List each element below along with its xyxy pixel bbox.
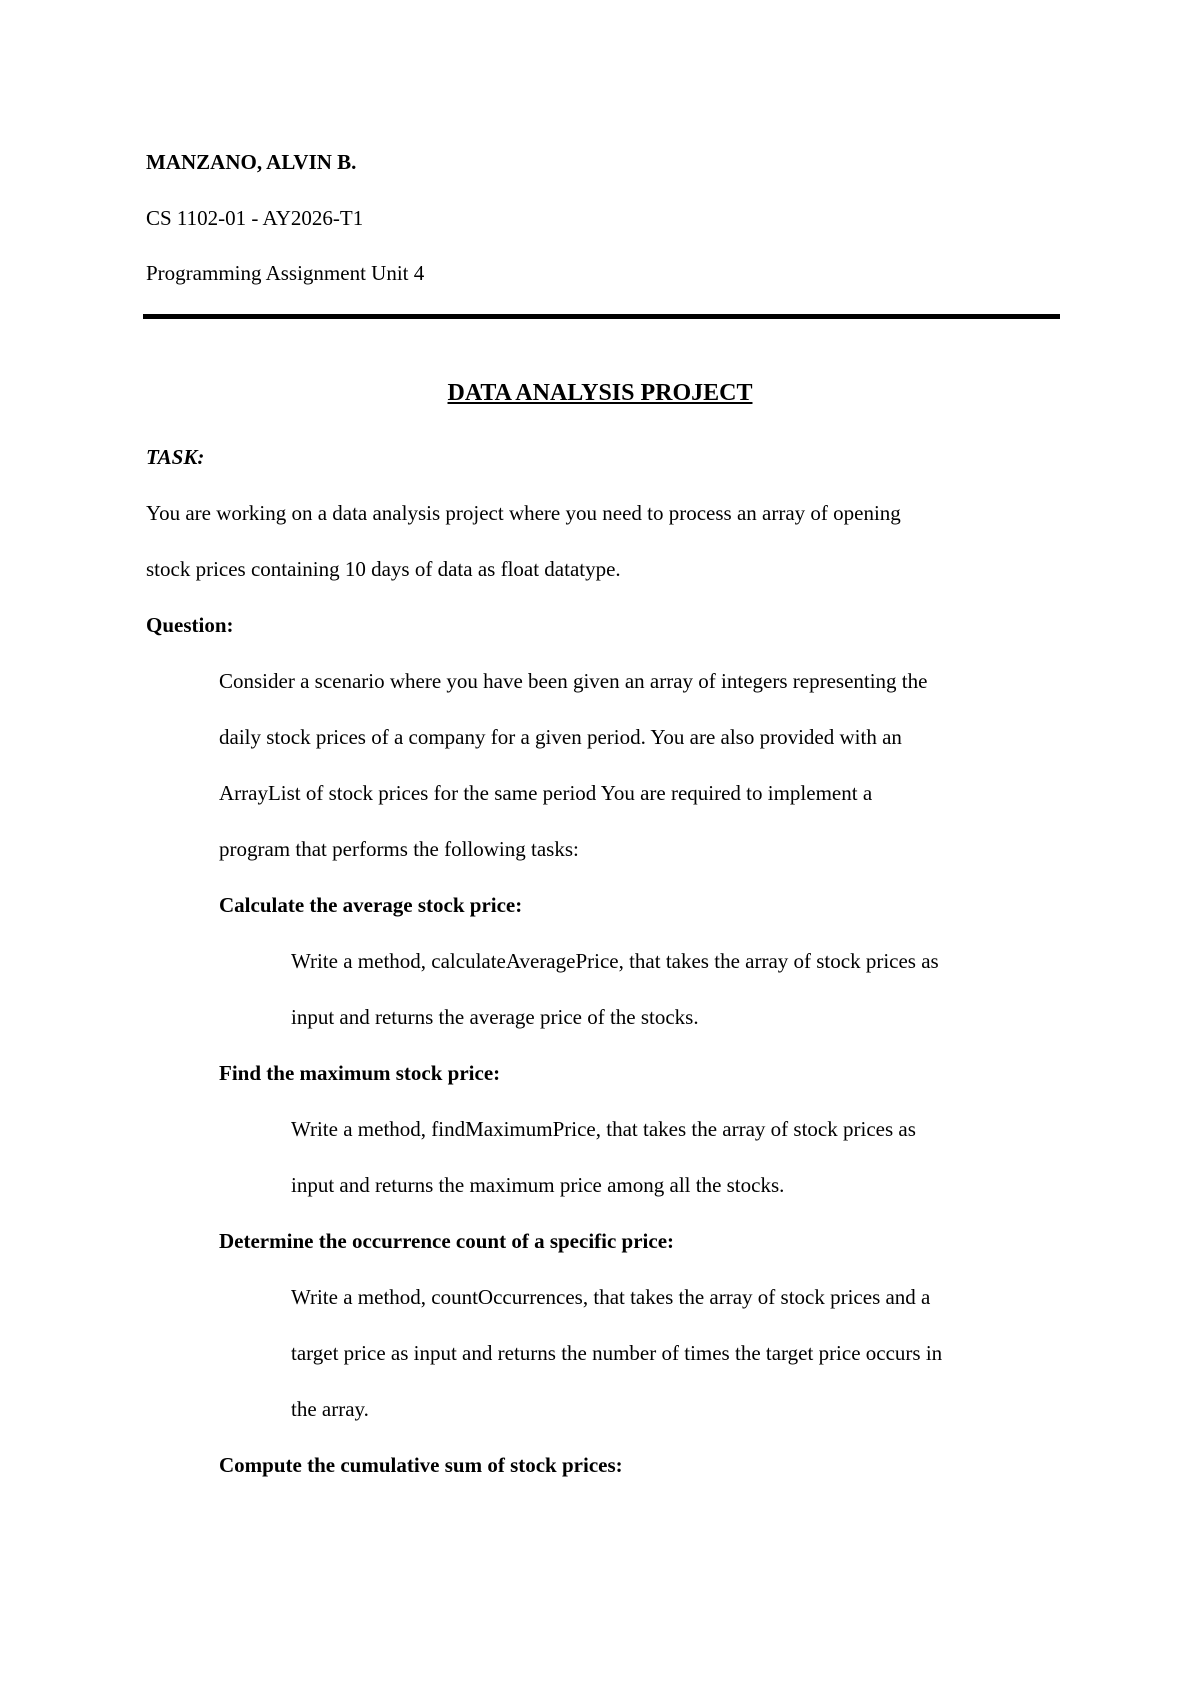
horizontal-rule	[143, 314, 1060, 319]
assignment-title: Programming Assignment Unit 4	[146, 261, 425, 285]
task-label: TASK:	[146, 445, 205, 469]
task-description-line: the array.	[291, 1397, 369, 1421]
task-heading-average: Calculate the average stock price:	[219, 893, 523, 917]
question-line: Consider a scenario where you have been given an array of integers representing the	[219, 669, 928, 693]
student-name: MANZANO, ALVIN B.	[146, 150, 357, 174]
task-line: stock prices containing 10 days of data as float datatype.	[146, 557, 621, 581]
question-line: ArrayList of stock prices for the same period You are required to implement a	[219, 781, 873, 805]
question-line: program that performs the following tasks:	[219, 837, 579, 861]
task-description-line: input and returns the maximum price among all the stocks.	[291, 1173, 785, 1197]
task-description-line: target price as input and returns the number of times the target price occurs in	[291, 1341, 943, 1365]
course-code: CS 1102-01 - AY2026-T1	[146, 206, 364, 230]
task-description-line: Write a method, findMaximumPrice, that takes the array of stock prices as	[291, 1117, 916, 1141]
task-description-line: input and returns the average price of the stocks.	[291, 1005, 699, 1029]
question-line: daily stock prices of a company for a given period. You are also provided with an	[219, 725, 902, 749]
task-heading-cumulative: Compute the cumulative sum of stock prices:	[219, 1453, 623, 1477]
question-label: Question:	[146, 613, 234, 637]
task-heading-maximum: Find the maximum stock price:	[219, 1061, 501, 1085]
task-heading-occurrence: Determine the occurrence count of a specific price:	[219, 1229, 675, 1253]
document-title: DATA ANALYSIS PROJECT	[447, 380, 753, 406]
task-line: You are working on a data analysis project where you need to process an array of opening	[146, 501, 901, 525]
task-description-line: Write a method, calculateAveragePrice, that takes the array of stock prices as	[291, 949, 939, 973]
task-description-line: Write a method, countOccurrences, that takes the array of stock prices and a	[291, 1285, 931, 1309]
